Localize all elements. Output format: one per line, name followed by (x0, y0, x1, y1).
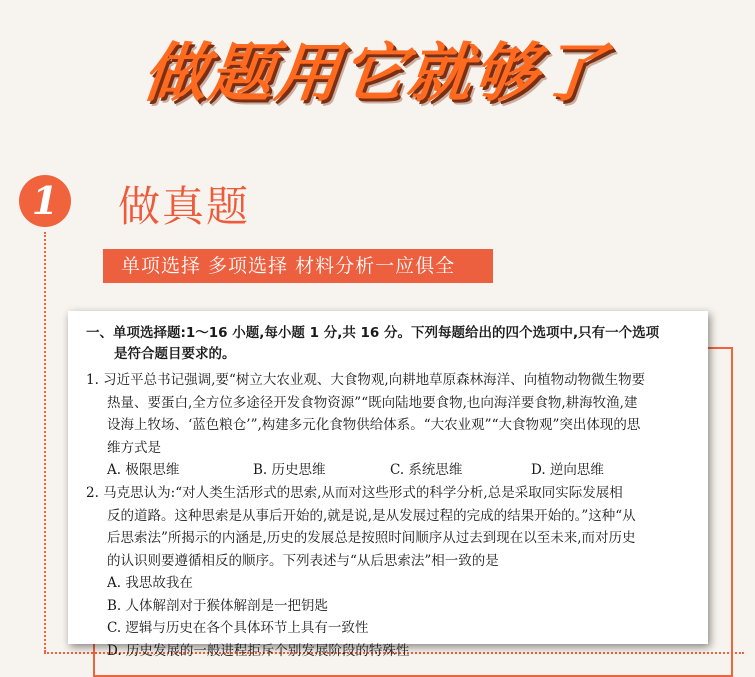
instruction-line: 是符合题目要求的。 (114, 346, 236, 362)
question-2-options (107, 572, 667, 662)
dotted-divider-vertical (44, 232, 46, 652)
question-line: 后思索法”所揭示的内涵是,历史的发展总是按照时间顺序从过去到现在以至未来,而对历史 (107, 530, 636, 546)
option-c: C. 系统思维 (390, 462, 463, 478)
option-d: D. 逆向思维 (531, 462, 604, 478)
exam-paper (68, 311, 708, 659)
section-title: 做真题 (118, 182, 251, 231)
option-b: B. 历史思维 (253, 462, 326, 478)
option-a: A. 我思故我在 (107, 575, 193, 591)
question-line: 的认识则要遵循相反的顺序。下列表述与“从后思索法”相一致的是 (107, 552, 499, 569)
option-c: C. 逻辑与历史在各个具体环节上具有一致性 (107, 620, 369, 636)
question-line: 反的道路。这种思索是从事后开始的,就是说,是从发展过程的完成的结果开始的。”这种“从 (107, 507, 636, 524)
feature-banner-text: 单项选择 多项选择 材料分析一应俱全 (121, 255, 456, 277)
question-line: 设海上牧场、‘蓝色粮仓’”,构建多元化食物供给体系。“大农业观”“大食物观”突出体现的思 (107, 417, 641, 433)
question-line: 维方式是 (107, 439, 161, 456)
headline: 做题用它就够了 (139, 37, 610, 111)
feature-banner (103, 249, 493, 283)
question-1 (86, 369, 686, 459)
question-1-options (107, 459, 667, 481)
question-2 (86, 482, 686, 572)
option-a: A. 极限思维 (107, 462, 180, 478)
instruction-line: 一、单项选择题:1～16 小题,每小题 1 分,共 16 分。下列每题给出的四个选项中,只有一个选项 (86, 325, 660, 341)
question-line: 1. 习近平总书记强调,要“树立大农业观、大食物观,向耕地草原森林海洋、向植物动物微生物要 (86, 372, 646, 388)
section-number-badge: 1 (19, 175, 71, 227)
question-line: 热量、要蛋白,全方位多途径开发食物资源”“既向陆地要食物,也向海洋要食物,耕海牧渔,建 (107, 394, 638, 411)
option-b: B. 人体解剖对于猴体解剖是一把钥匙 (107, 597, 329, 614)
section-instruction (86, 323, 696, 365)
option-d: D. 历史发展的一般进程拒斥个别发展阶段的特殊性 (107, 642, 410, 659)
question-line: 2. 马克思认为:“对人类生活形式的思索,从而对这些形式的科学分析,总是采取同实际发展相 (86, 485, 623, 501)
